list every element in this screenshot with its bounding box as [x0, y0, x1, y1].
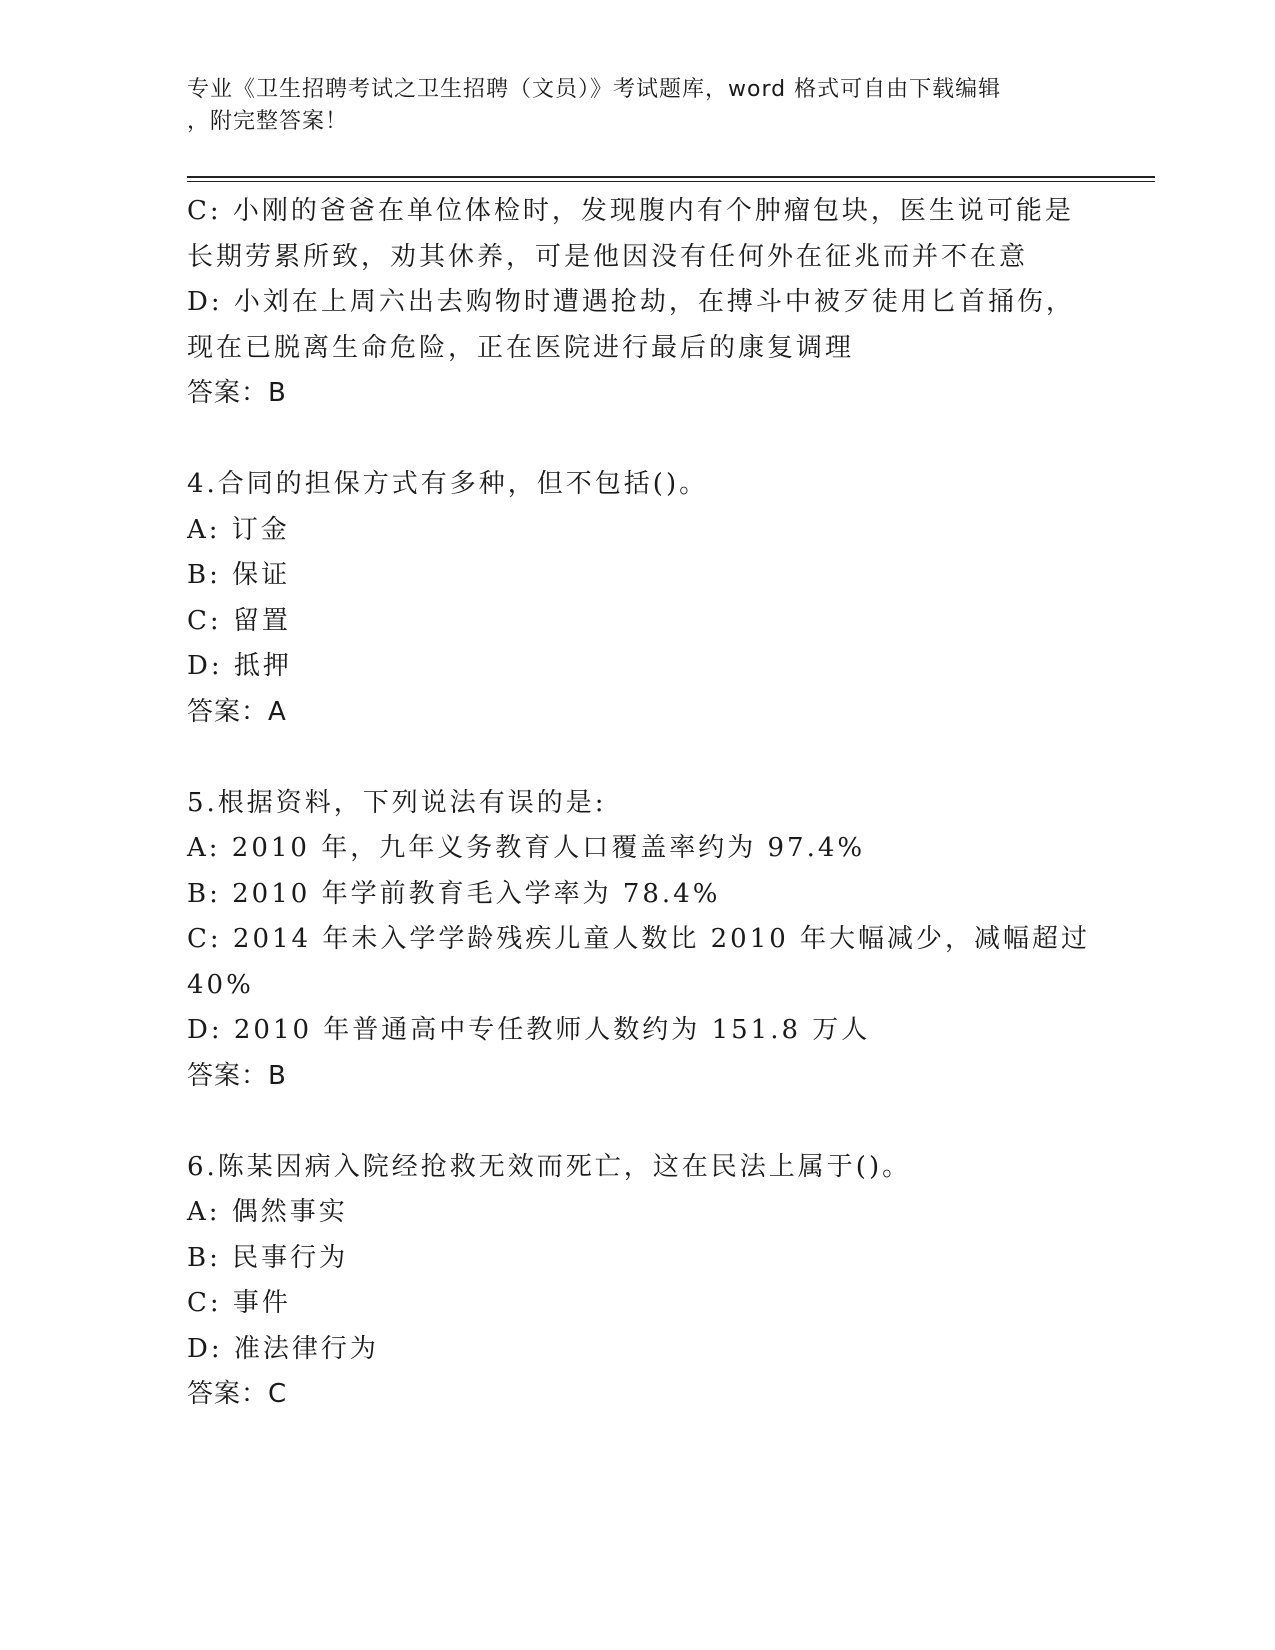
q5-option-b: B: 2010 年学前教育毛入学率为 78.4% [187, 878, 721, 909]
q5-answer: 答案：B [187, 1060, 287, 1091]
header-line-1: 专业《卫生招聘考试之卫生招聘（文员）》考试题库，word 格式可自由下载编辑 [187, 77, 1002, 102]
q3-option-c-line-1: C: 小刚的爸爸在单位体检时，发现腹内有个肿瘤包块，医生说可能是 [187, 196, 1074, 226]
q4-option-d: D: 抵押 [187, 651, 292, 681]
q5-option-a: A: 2010 年，九年义务教育人口覆盖率约为 97.4% [187, 833, 866, 863]
q6-question: 6.陈某因病入院经抢救无效而死亡，这在民法上属于()。 [187, 1151, 912, 1182]
q3-option-c-line-2: 长期劳累所致，劝其休养，可是他因没有任何外在征兆而并不在意 [187, 241, 1029, 272]
q4-option-b: B: 保证 [187, 560, 291, 590]
header-line-2: ，附完整答案！ [187, 109, 349, 134]
q4-question: 4.合同的担保方式有多种，但不包括()。 [187, 469, 709, 499]
header-rule-thick [187, 176, 1155, 178]
header-rule-thin [187, 181, 1155, 182]
q5-question: 5.根据资料，下列说法有误的是: [187, 787, 607, 818]
q3-option-d-line-1: D: 小刘在上周六出去购物时遭遇抢劫，在搏斗中被歹徒用匕首捅伤， [187, 287, 1075, 317]
q6-answer: 答案：C [187, 1379, 288, 1409]
spacer [187, 417, 1087, 463]
question-3-block [187, 189, 1087, 417]
q4-answer: 答案：A [187, 696, 287, 727]
question-6-block [187, 1145, 1087, 1418]
q4-option-a: A: 订金 [187, 514, 290, 545]
question-content [187, 189, 1091, 1418]
q5-option-d: D: 2010 年普通高中专任教师人数约为 151.8 万人 [187, 1015, 871, 1045]
q6-option-c: C: 事件 [187, 1288, 291, 1318]
q3-answer: 答案：B [187, 378, 287, 408]
q4-option-c: C: 留置 [187, 605, 291, 636]
question-4-block [187, 462, 1087, 735]
spacer [187, 735, 1087, 781]
question-5-block [187, 781, 1091, 1100]
spacer [187, 1099, 1087, 1145]
q3-option-d-line-2: 现在已脱离生命危险，正在医院进行最后的康复调理 [187, 332, 855, 363]
q6-option-a: A: 偶然事实 [187, 1197, 348, 1227]
q5-option-c-line-2: 40% [187, 969, 254, 1000]
q5-option-c-line-1: C: 2014 年未入学学龄残疾儿童人数比 2010 年大幅减少，减幅超过 [187, 924, 1091, 954]
q6-option-d: D: 准法律行为 [187, 1333, 379, 1364]
q6-option-b: B: 民事行为 [187, 1242, 349, 1273]
document-header [187, 74, 1067, 138]
